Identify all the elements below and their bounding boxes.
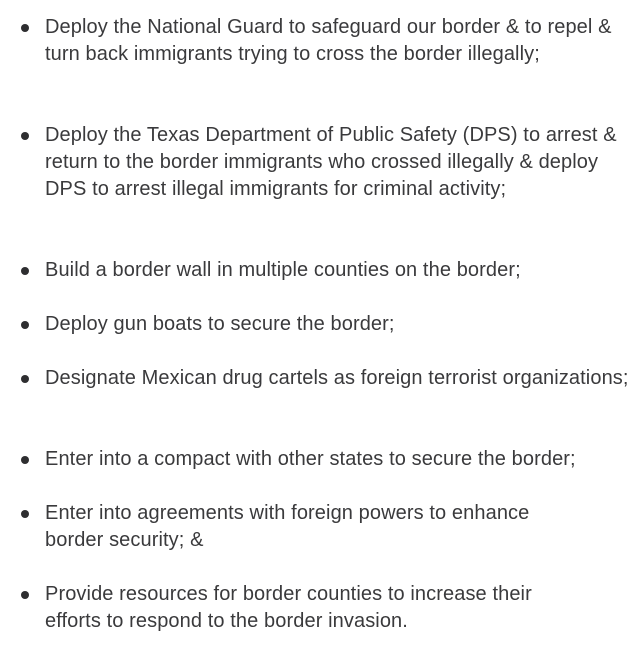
bullet-text: Enter into a compact with other states to secure the border; — [45, 448, 576, 470]
bullet-dot — [21, 267, 29, 275]
bullet-text: Deploy the Texas Department of Public Safety (DPS) to arrest & return to the border immigrants who crossed illegally & deploy DPS to arrest illegal immigrants for criminal activity; — [45, 124, 617, 200]
bullet-text: Designate Mexican drug cartels as foreign terrorist organizations; — [45, 367, 629, 389]
bullet-dot — [21, 456, 29, 464]
bullet-dot — [21, 132, 29, 140]
bullet-text: Provide resources for border counties to increase their efforts to respond to the border invasion. — [45, 583, 532, 632]
bullet-dot — [21, 321, 29, 329]
bullet-text: Deploy gun boats to secure the border; — [45, 313, 395, 335]
bullet-text: Enter into agreements with foreign powers to enhance border security; & — [45, 502, 530, 551]
bullet-dot — [21, 591, 29, 599]
bullet-text: Deploy the National Guard to safeguard our border & to repel & turn back immigrants trying to cross the border illegally; — [45, 16, 612, 65]
bullet-dot — [21, 24, 29, 32]
bullet-text: Build a border wall in multiple counties on the border; — [45, 259, 521, 281]
bullet-dot — [21, 375, 29, 383]
bullet-dot — [21, 510, 29, 518]
